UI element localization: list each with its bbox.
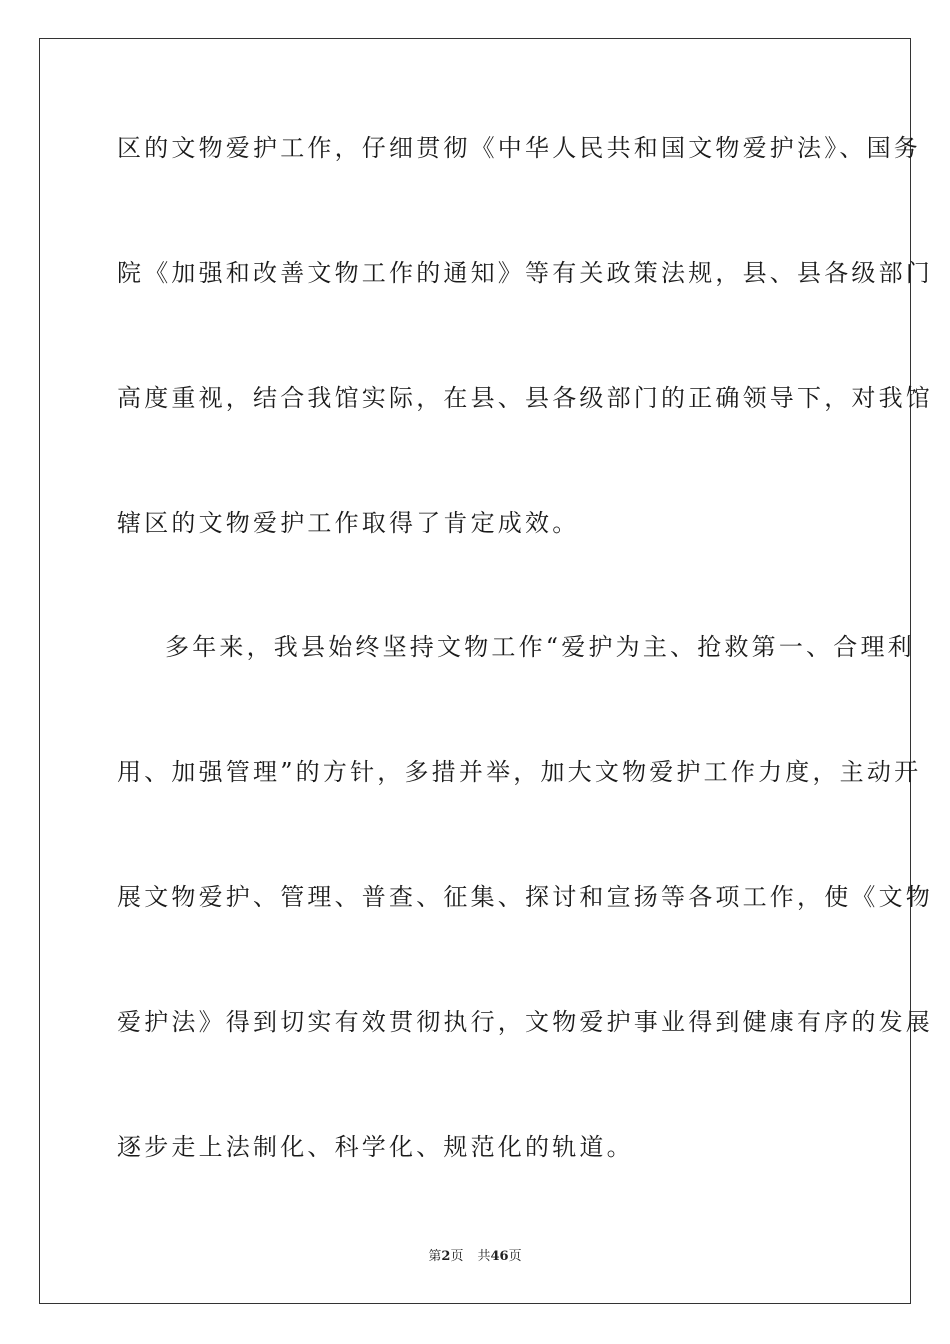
page-prefix: 第 <box>428 1249 442 1264</box>
page-suffix: 页 <box>450 1249 464 1264</box>
paragraph-line: 区的文物爱护工作，仔细贯彻《中华人民共和国文物爱护法》、国务 <box>117 134 921 162</box>
paragraph-line: 高度重视，结合我馆实际，在县、县各级部门的正确领导下，对我馆 <box>117 384 933 412</box>
paragraph-line: 逐步走上法制化、科学化、规范化的轨道。 <box>117 1133 634 1161</box>
paragraph-line: 院《加强和改善文物工作的通知》等有关政策法规，县、县各级部门 <box>117 259 933 287</box>
paragraph-line: 辖区的文物爱护工作取得了肯定成效。 <box>117 509 580 537</box>
paragraph-line: 展文物爱护、管理、普查、征集、探讨和宣扬等各项工作，使《文物 <box>117 883 933 911</box>
page-footer <box>0 1248 950 1266</box>
page-border <box>39 38 933 1304</box>
page-number: 2 <box>441 1249 451 1264</box>
paragraph-line: 爱护法》得到切实有效贯彻执行，文物爱护事业得到健康有序的发展 <box>117 1008 933 1036</box>
total-pages: 46 <box>490 1249 509 1264</box>
total-suffix: 页 <box>508 1249 522 1264</box>
paragraph-line: 用、加强管理”的方针，多措并举，加大文物爱护工作力度，主动开 <box>117 758 922 786</box>
total-prefix: 共 <box>477 1249 491 1264</box>
paragraph-line: 多年来，我县始终坚持文物工作“爱护为主、抢救第一、合理利 <box>165 633 915 661</box>
